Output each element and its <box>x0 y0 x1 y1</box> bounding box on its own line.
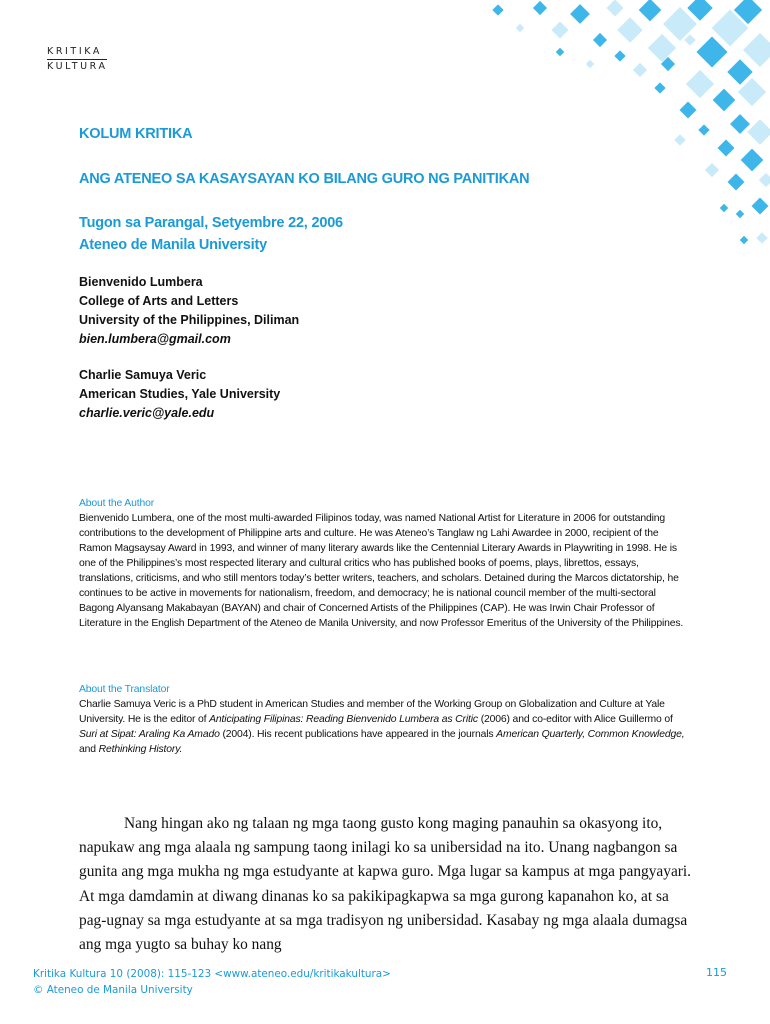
journal-title: American Quarterly, Common Knowledge, <box>496 729 685 740</box>
journal-logo-line1: KRITIKA <box>47 46 107 60</box>
author-name: Charlie Samuya Veric <box>79 368 207 382</box>
page-footer <box>33 966 391 998</box>
about-translator-text: Charlie Samuya Veric is a PhD student in American Studies and member of the Working Group on Globalization and Culture at Yale University. He is the editor of <box>79 699 665 725</box>
author-email-link[interactable]: charlie.veric@yale.edu <box>79 406 215 420</box>
author-affiliation: College of Arts and Letters <box>79 294 239 308</box>
journal-logo-line2: KULTURA <box>47 61 108 72</box>
about-author-heading: About the Author <box>79 498 155 509</box>
author-affiliation: University of the Philippines, Diliman <box>79 313 300 327</box>
journal-title: Rethinking History. <box>98 744 183 755</box>
author-affiliation: American Studies, Yale University <box>79 387 281 401</box>
about-translator-heading: About the Translator <box>79 684 170 695</box>
about-translator-text: (2006) and co-editor with Alice Guillermo of <box>477 714 673 725</box>
about-translator-text: and <box>79 744 99 755</box>
occasion-line1: Tugon sa Parangal, Setyembre 22, 2006 <box>79 215 343 231</box>
body-paragraph: Nang hingan ako ng talaan ng mga taong gusto kong maging panauhin sa okasyong ito, napukaw ang mga alaala ng sampung taong inilagi ko sa unibersidad na ito. Unang nagbangon sa gunita ang mga mukha ng mga estudyante at kapwa guro. Mga lugar sa kampus at mga pangyayari. At mga damdamin at diwang dinanas ko sa pakikipagkapwa sa mga gurong kapanahon ko, at sa pag-ugnay sa mga estudyante at sa mga tradisyon ng unibersidad. Kasabay ng mga alaala dumagsa ang mga yugto sa buhay ko nang <box>79 815 692 954</box>
about-author-section <box>79 496 689 631</box>
article-body <box>79 812 694 957</box>
page-number: 115 <box>706 966 727 979</box>
about-translator-text: (2004). His recent publications have appeared in the journals <box>219 729 497 740</box>
author-block-2 <box>79 366 280 423</box>
journal-logo <box>47 46 108 73</box>
about-translator-section <box>79 682 689 757</box>
citation: Kritika Kultura 10 (2008): 115-123 <www.ateneo.edu/kritikakultura> <box>33 968 391 980</box>
copyright: © Ateneo de Manila University <box>33 984 193 996</box>
book-title: Anticipating Filipinas: Reading Bienvenido Lumbera as Critic <box>209 714 478 725</box>
author-name: Bienvenido Lumbera <box>79 275 203 289</box>
occasion-line2: Ateneo de Manila University <box>79 237 267 253</box>
book-title: Suri at Sipat: Araling Ka Amado <box>79 729 220 740</box>
author-block-1 <box>79 273 299 349</box>
section-label: KOLUM KRITIKA <box>79 126 193 142</box>
author-email-link[interactable]: bien.lumbera@gmail.com <box>79 332 231 346</box>
about-author-text: Bienvenido Lumbera, one of the most multi-awarded Filipinos today, was named National Artist for Literature in 2006 for outstanding contributions to the development of Philippine arts and culture. He was Ateneo’s Tanglaw ng Lahi Awardee in 2000, recipient of the Ramon Magsaysay Award in 1993, and winner of many literary awards like the Centennial Literary Awards in Playwriting in 1998. He is one of the Philippines’s most respected literary and cultural critics who has published books of poems, plays, librettos, essays, translations, criticisms, and who still mentors today’s better writers, teachers, and scholars. Detained during the Marcos dictatorship, he continues to be active in movements for nationalism, freedom, and democracy; he is national council member of the multi-sectoral Bagong Alyansang Makabayan (BAYAN) and chair of Concerned Artists of the Philippines (CAP). He was Irwin Chair Professor of Literature in the English Department of the Ateneo de Manila University, and now Professor Emeritus of the University of the Philippines. <box>79 513 684 629</box>
occasion-block <box>79 212 343 256</box>
article-title: ANG ATENEO SA KASAYSAYAN KO BILANG GURO NG PANITIKAN <box>79 171 530 187</box>
